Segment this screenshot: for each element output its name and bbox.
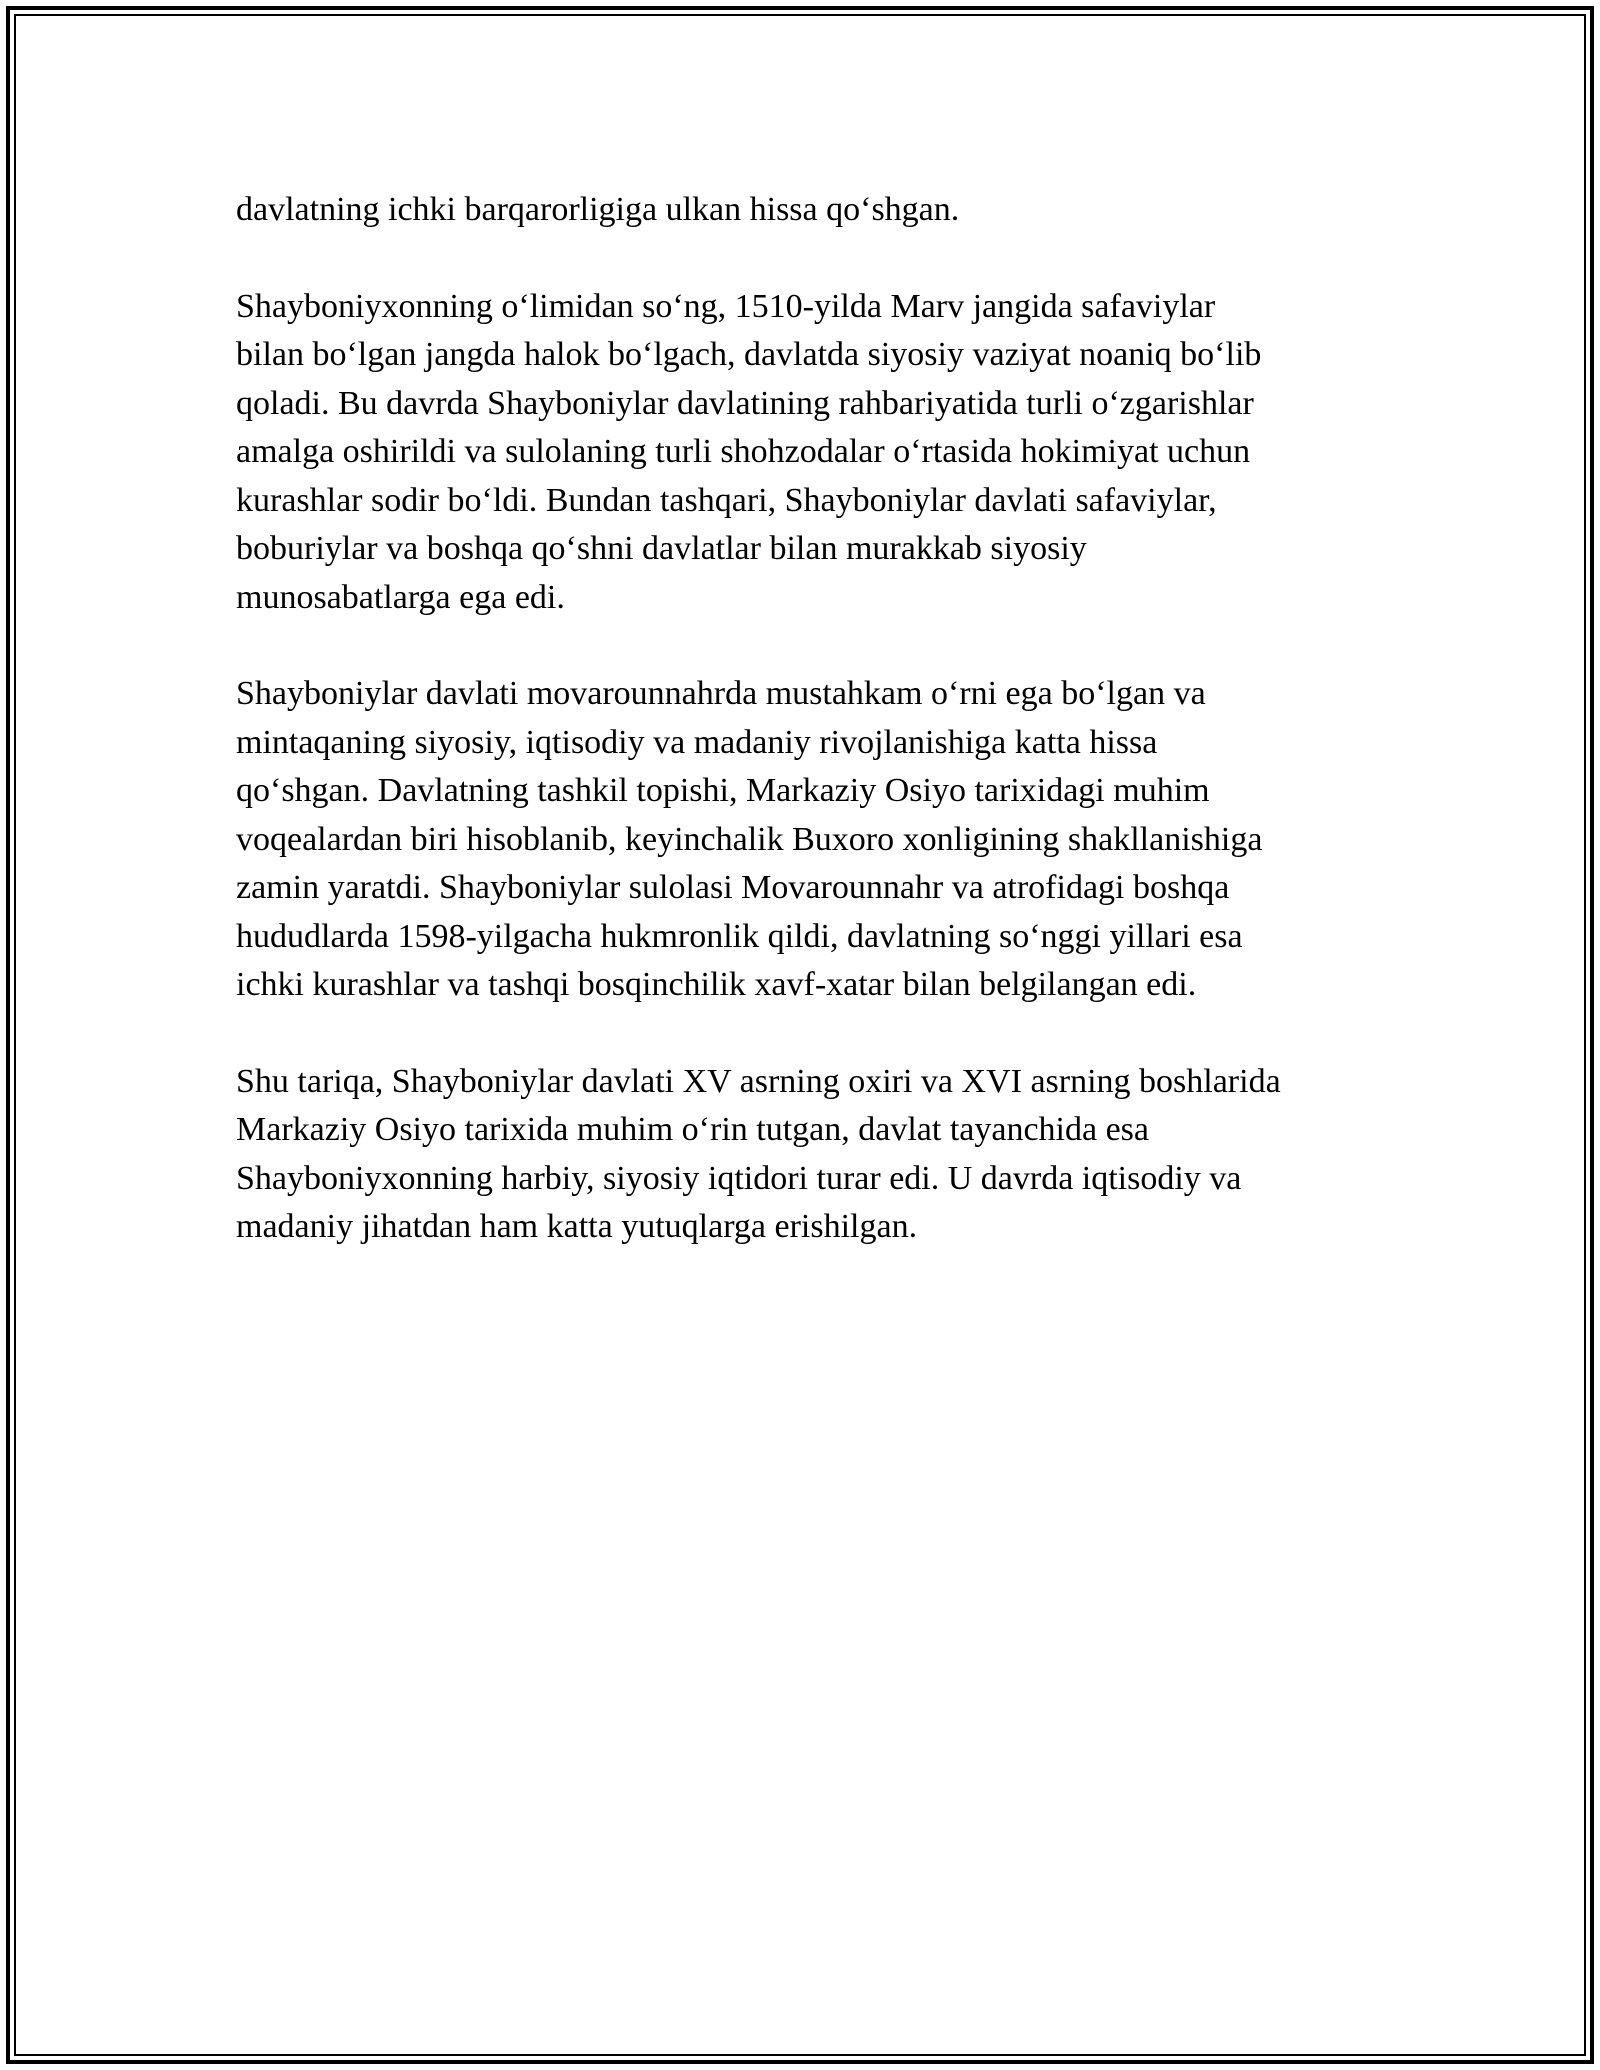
paragraph-1: davlatning ichki barqarorligiga ulkan hissa qo‘shgan. bbox=[236, 191, 960, 228]
paragraph-2: Shayboniyxonning o‘limidan so‘ng, 1510-yilda Marv jangida safaviylar bilan bo‘lgan jangda halok bo‘lgach, davlatda siyosiy vaziyat noaniq bo‘lib qoladi. Bu davrda Shayboniylar davlatining rahbariyatida turli o‘zgarishlar amalga oshirildi va sulolaning turli shohzodalar o‘rtasida hokimiyat uchun kurashlar sodir bo‘ldi. Bundan tashqari, Shayboniylar davlati safaviylar, boburiylar va boshqa qo‘shni davlatlar bilan murakkab siyosiy munosabatlarga ega edi. bbox=[236, 287, 1262, 616]
paragraph-3: Shayboniylar davlati movarounnahrda mustahkam o‘rni ega bo‘lgan va mintaqaning siyosiy, iqtisodiy va madaniy rivojlanishiga katta hissa qo‘shgan. Davlatning tashkil topishi, Markaziy Osiyo tarixidagi muhim voqealardan biri hisoblanib, keyinchalik Buxoro xonligining shakllanishiga zamin yaratdi. Shayboniylar sulolasi Movarounnahr va atrofidagi boshqa hududlarda 1598-yilgacha hukmronlik qildi, davlatning so‘nggi yillari esa ichki kurashlar va tashqi bosqinchilik xavf-xatar bilan belgilangan edi. bbox=[236, 675, 1263, 1003]
paragraph-4: Shu tariqa, Shayboniylar davlati XV asrning oxiri va XVI asrning boshlarida Markaziy Osiyo tarixida muhim o‘rin tutgan, davlat tayanchida esa Shayboniyxonning harbiy, siyosiy iqtidori turar edi. U davrda iqtisodiy va madaniy jihatdan ham katta yutuqlarga erishilgan. bbox=[236, 1062, 1281, 1245]
document-body bbox=[236, 186, 1371, 1300]
